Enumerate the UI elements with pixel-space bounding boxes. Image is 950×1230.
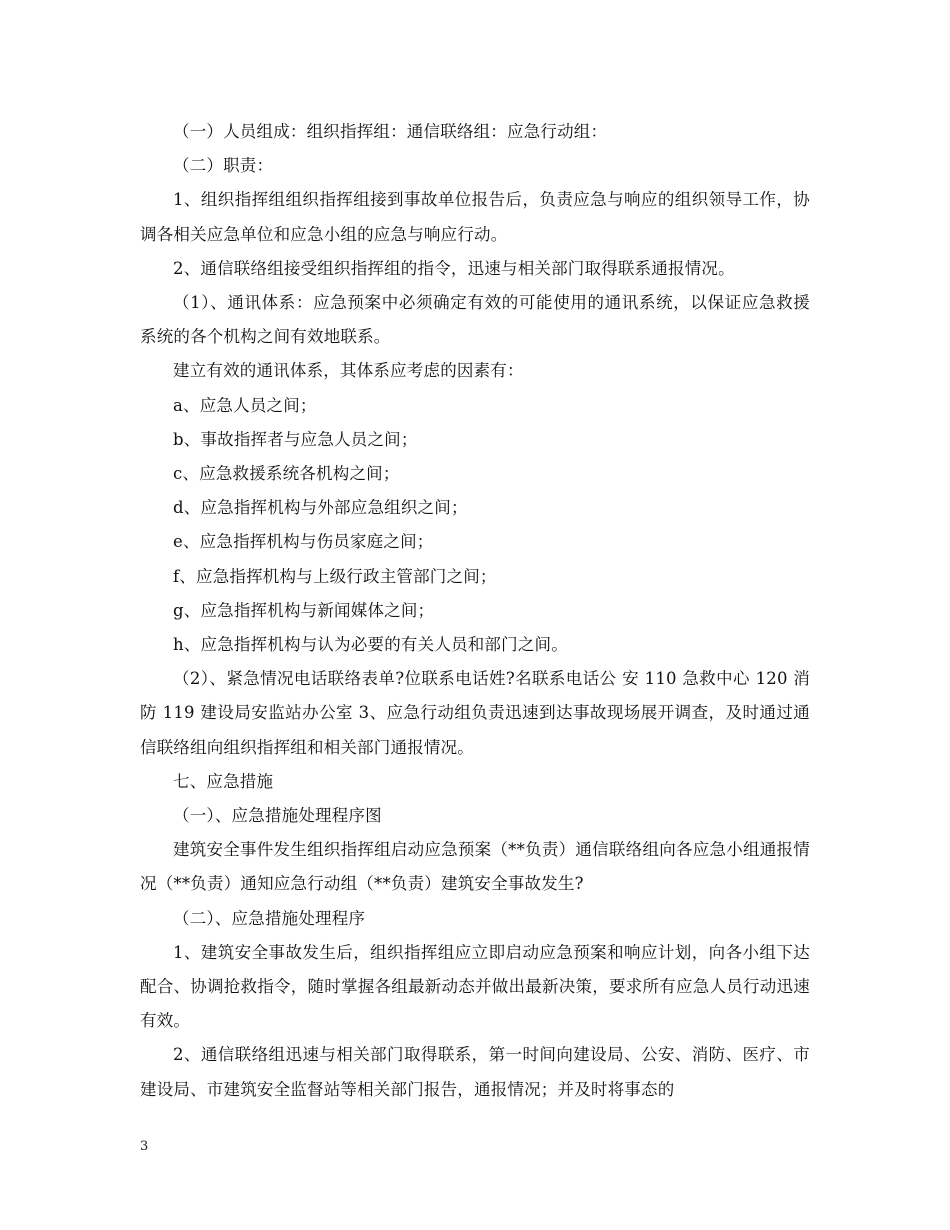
paragraph: 建筑安全事件发生组织指挥组启动应急预案（**负责）通信联络组向各应急小组通报情况（**负责）通知应急行动组（**负责）建筑安全事故发生?: [140, 840, 810, 894]
paragraph: （1）、通讯体系：应急预案中必须确定有效的可能使用的通讯系统，以保证应急救援系统的各个机构之间有效地联系。: [140, 293, 810, 347]
document-body: [140, 115, 810, 1107]
list-item: e、应急指挥机构与伤员家庭之间；: [173, 532, 434, 552]
paragraph: 建立有效的通讯体系，其体系应考虑的因素有：: [173, 361, 524, 381]
paragraph: 2、通信联络组迅速与相关部门取得联系，第一时间向建设局、公安、消防、医疗、市建设局、市建筑安全监督站等相关部门报告，通报情况；并及时将事态的: [140, 1045, 810, 1099]
section-heading: 七、应急措施: [173, 771, 274, 791]
paragraph: 1、组织指挥组组织指挥组接到事故单位报告后，负责应急与响应的组织领导工作，协调各相关应急单位和应急小组的应急与响应行动。: [140, 190, 810, 244]
list-item: f、应急指挥机构与上级行政主管部门之间；: [173, 566, 497, 586]
paragraph: （2）、紧急情况电话联络表单?位联系电话姓?名联系电话公 安 110 急救中心 120 消 防 119 建设局安监站办公室 3、应急行动组负责迅速到达事故现场展开调查，及时通过通信联络组向组织指挥组和相关部门通报情况。: [140, 669, 810, 757]
paragraph: 2、通信联络组接受组织指挥组的指令，迅速与相关部门取得联系通报情况。: [173, 258, 735, 278]
page-number: 3: [140, 1139, 149, 1154]
list-item: d、应急指挥机构与外部应急组织之间；: [173, 498, 468, 518]
subsection-heading: （二）、应急措施处理程序: [173, 908, 366, 928]
list-item: a、应急人员之间；: [173, 395, 317, 415]
list-item: g、应急指挥机构与新闻媒体之间；: [173, 600, 435, 620]
list-item: h、应急指挥机构与认为必要的有关人员和部门之间。: [173, 635, 568, 655]
paragraph: 1、建筑安全事故发生后，组织指挥组应立即启动应急预案和响应计划，向各小组下达配合、协调抢救指令，随时掌握各组最新动态并做出最新决策，要求所有应急人员行动迅速有效。: [140, 942, 810, 1031]
paragraph: （一）人员组成：组织指挥组：通信联络组：应急行动组：: [173, 122, 608, 141]
subsection-heading: （一）、应急措施处理程序图: [173, 806, 382, 826]
list-item: c、应急救援系统各机构之间；: [173, 464, 400, 484]
list-item: b、事故指挥者与应急人员之间；: [173, 429, 418, 449]
paragraph: （二）职责：: [173, 156, 274, 176]
